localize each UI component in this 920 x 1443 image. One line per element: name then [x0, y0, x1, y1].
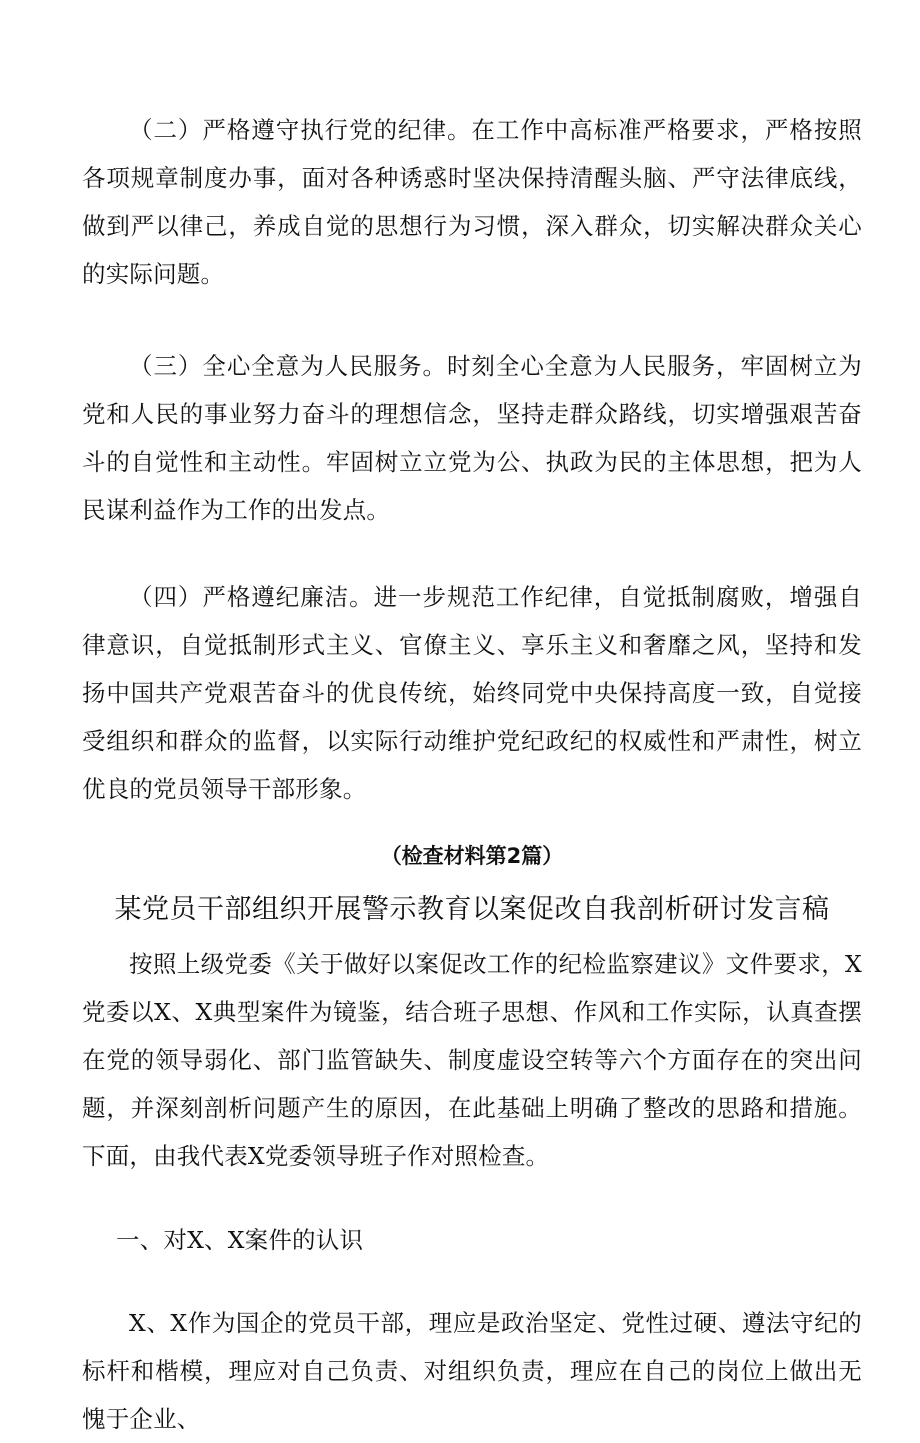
paragraph-integrity: （四）严格遵纪廉洁。进一步规范工作纪律，自觉抵制腐败，增强自律意识，自觉抵制形式主义、官僚主义、享乐主义和奢靡之风，坚持和发扬中国共产党艰苦奋斗的优良传统，始终同党中央保持高度一致，自觉接受组织和群众的监督，以实际行动维护党纪政纪的权威性和严肃性，树立优良的党员领导干部形象。	[82, 583, 862, 803]
section-heading: 一、对X、X案件的认识	[116, 1226, 364, 1254]
section-tag: （检查材料第2篇）	[380, 844, 564, 868]
paragraph-intro: 按照上级党委《关于做好以案促改工作的纪检监察建议》文件要求，X党委以X、X典型案件为镜鉴，结合班子思想、作风和工作实际，认真查摆在党的领导弱化、部门监管缺失、制度虚设空转等六个方面存在的突出问题，并深刻剖析问题产生的原因，在此基础上明确了整改的思路和措施。下面，由我代表X党委领导班子作对照检查。	[82, 950, 862, 1170]
document-title: 某党员干部组织开展警示教育以案促改自我剖析研讨发言稿	[114, 894, 830, 925]
paragraph-case-awareness: X、X作为国企的党员干部，理应是政治坚定、党性过硬、遵法守纪的标杆和楷模，理应对自己负责、对组织负责，理应在自己的岗位上做出无愧于企业、	[82, 1309, 862, 1433]
paragraph-discipline: （二）严格遵守执行党的纪律。在工作中高标准严格要求，严格按照各项规章制度办事，面对各种诱惑时坚决保持清醒头脑、严守法律底线，做到严以律己，养成自觉的思想行为习惯，深入群众，切实解决群众关心的实际问题。	[82, 116, 862, 288]
paragraph-serve-people: （三）全心全意为人民服务。时刻全心全意为人民服务，牢固树立为党和人民的事业努力奋斗的理想信念，坚持走群众路线，切实增强艰苦奋斗的自觉性和主动性。牢固树立立党为公、执政为民的主体思想，把为人民谋利益作为工作的出发点。	[82, 352, 862, 524]
